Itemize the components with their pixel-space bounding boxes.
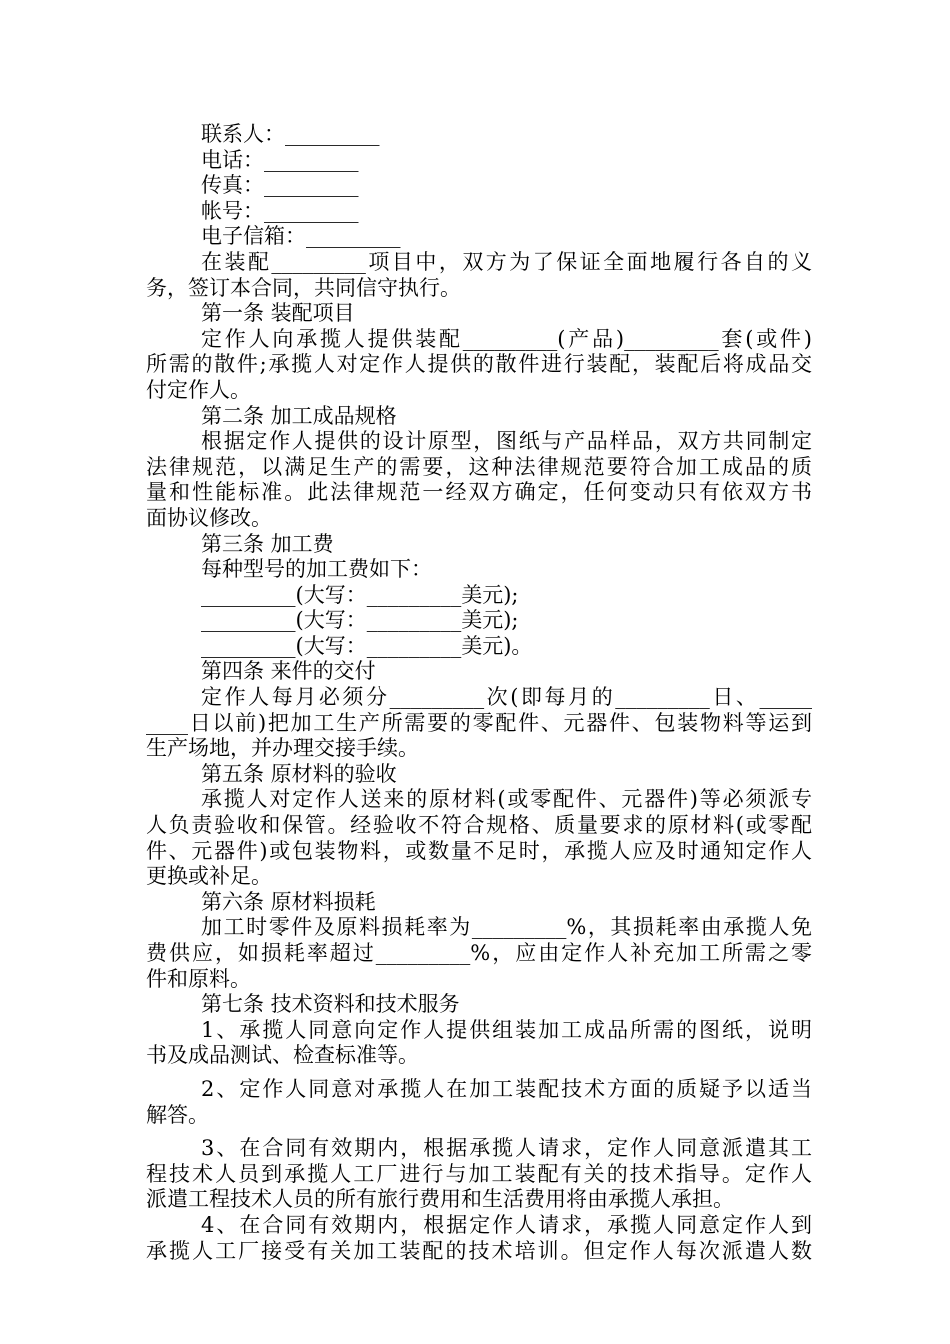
article-6-line: 费供应，如损耗率超过_________%，应由定作人补充加工所需之零 (146, 941, 812, 965)
contact-account: 帐号：_________ (201, 198, 359, 223)
intro-line: 务，签订本合同，共同信守执行。 (146, 275, 461, 300)
article-6-title: 第六条 原材料损耗 (201, 889, 376, 914)
article-7-item-3: 程技术人员到承揽人工厂进行与加工装配有关的技术指导。定作人 (146, 1161, 812, 1186)
article-7-item-3: 派遣工程技术人员的所有旅行费用和生活费用将由承揽人承担。 (146, 1187, 734, 1212)
article-5-line: 件、元器件)或包装物料，或数量不足时，承揽人应及时通知定作人 (146, 838, 812, 863)
article-3-fee-line: _________(大写：_________美元); (201, 582, 519, 607)
contact-fax: 传真：_________ (201, 173, 359, 198)
article-3-line: 每种型号的加工费如下： (201, 557, 432, 582)
article-4-line: 生产场地，并办理交接手续。 (146, 736, 419, 761)
article-1-line: 付定作人。 (146, 377, 251, 402)
intro-line: 在装配_________项目中，双方为了保证全面地履行各自的义 (201, 249, 812, 274)
article-2-line: 根据定作人提供的设计原型，图纸与产品样品，双方共同制定 (201, 429, 812, 454)
article-2-line: 法律规范，以满足生产的需要，这种法律规范要符合加工成品的质 (146, 454, 812, 479)
article-7-item-3: 3、在合同有效期内，根据承揽人请求，定作人同意派遣其工 (201, 1136, 812, 1161)
contact-phone: 电话：_________ (201, 147, 359, 172)
article-5-title: 第五条 原材料的验收 (201, 761, 397, 786)
article-6-line: 加工时零件及原料损耗率为_________%，其损耗率由承揽人免 (201, 915, 812, 940)
article-3-title: 第三条 加工费 (201, 531, 334, 556)
article-1-line: 所需的散件;承揽人对定作人提供的散件进行装配，装配后将成品交 (146, 352, 812, 377)
article-7-item-2: 2、定作人同意对承揽人在加工装配技术方面的质疑予以适当 (201, 1076, 812, 1101)
article-5-line: 人负责验收和保管。经验收不符合规格、质量要求的原材料(或零配 (146, 813, 812, 838)
article-4-line: 定作人每月必须分_________次(即每月的_________日、_____ (201, 685, 812, 710)
article-7-item-4: 4、在合同有效期内，根据定作人请求，承揽人同意定作人到 (201, 1212, 812, 1237)
article-1-line: 定作人向承揽人提供装配_________(产品)_________套(或件) (201, 326, 812, 351)
article-3-fee-line: _________(大写：_________美元)。 (201, 633, 533, 658)
contact-email: 电子信箱：_________ (201, 224, 401, 249)
article-1-title: 第一条 装配项目 (201, 301, 355, 326)
article-7-item-2: 解答。 (146, 1102, 209, 1127)
article-5-line: 承揽人对定作人送来的原材料(或零配件、元器件)等必须派专 (201, 787, 812, 812)
article-7-item-4: 承揽人工厂接受有关加工装配的技术培训。但定作人每次派遣人数 (146, 1238, 812, 1263)
article-2-title: 第二条 加工成品规格 (201, 403, 397, 428)
article-2-line: 面协议修改。 (146, 505, 272, 530)
contact-person: 联系人：_________ (201, 122, 380, 146)
contract-page (146, 122, 812, 1264)
article-3-fee-line: _________(大写：_________美元); (201, 608, 519, 633)
article-7-item-1: 1、承揽人同意向定作人提供组装加工成品所需的图纸，说明 (201, 1017, 812, 1042)
article-7-item-1: 书及成品测试、检查标准等。 (146, 1043, 419, 1068)
article-7-title: 第七条 技术资料和技术服务 (201, 992, 460, 1017)
article-4-title: 第四条 来件的交付 (201, 659, 376, 684)
article-4-line: ____日以前)把加工生产所需要的零配件、元器件、包装物料等运到 (146, 710, 812, 735)
article-2-line: 量和性能标准。此法律规范一经双方确定，任何变动只有依双方书 (146, 480, 812, 505)
article-5-line: 更换或补足。 (146, 864, 272, 889)
article-6-line: 件和原料。 (146, 966, 251, 991)
